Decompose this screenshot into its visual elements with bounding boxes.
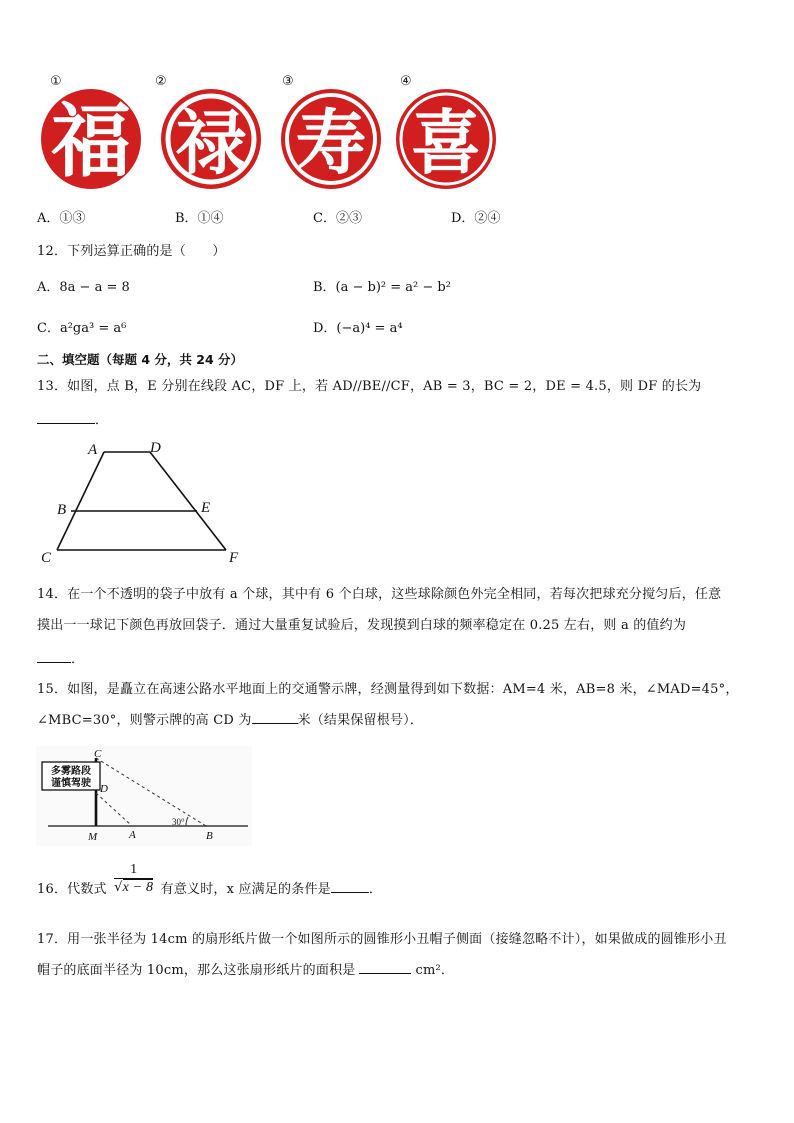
sqrt-icon: √ [114,880,123,895]
trapezoid-figure [36,438,256,568]
q14-line-1: 14．在一个不透明的袋子中放有 a 个球，其中有 6 个白球，这些球除颜色外完全相同，若每次把球充分搅匀后，任意 [37,587,722,602]
fraction: $\frac{1}{√x - 8}$ [114,862,154,895]
answer-blank[interactable] [37,650,71,663]
answer-blank[interactable] [359,961,411,974]
emblem-number-3: ③ [282,74,294,89]
q14-answer-line: ． [37,648,84,667]
q12-option-a: A．8a − a = 8 [37,280,130,295]
q15-line-2: ∠MBC=30°，则警示牌的高 CD 为 米（结果保留根号）． [37,713,424,728]
q11-option-c: C．②③ [313,211,362,226]
sign-figure [36,746,252,846]
lu-emblem-icon [161,89,261,189]
sign-text-2: 谨慎驾驶 [51,778,91,789]
label-e: E [201,500,211,516]
answer-blank[interactable] [331,880,369,893]
emblem-number-1: ① [50,74,62,89]
label-f: F [229,550,239,566]
label-d: D [150,440,161,456]
label-a: A [129,829,136,841]
label-c: C [94,748,102,760]
q15-line-1: 15．如图，是矗立在高速公路水平地面上的交通警示牌，经测量得到如下数据：AM=4 米，AB=8 米，∠MAD=45°， [37,682,739,697]
svg-text:寿: 寿 [296,106,366,183]
emblem-number-4: ④ [400,74,412,89]
q11-option-a: A．①③ [37,211,86,226]
shou-emblem-icon [281,89,381,189]
label-b: B [206,830,213,842]
emblem-row [40,88,500,192]
q13-stem: 13．如图，点 B，E 分别在线段 AC，DF 上，若 AD//BE//CF，AB = 3，BC = 2，DE = 4.5，则 DF 的长为 [37,379,702,394]
answer-blank[interactable] [37,411,95,424]
xi-emblem-icon [396,89,496,189]
angle-label: 30° [172,817,185,827]
q12-option-b: B．(a − b)² = a² − b² [313,280,451,295]
answer-blank[interactable] [252,711,298,724]
fu-emblem-icon [41,89,141,189]
svg-text:福: 福 [51,99,131,187]
sign-text-1: 多雾路段 [51,766,91,777]
q11-option-d: D．②④ [451,211,501,226]
label-d: D [100,783,108,795]
q12-option-d: D．(−a)⁴ = a⁴ [313,321,403,336]
q16-line: 16．代数式 $\frac{1}{√x - 8}$ 有意义时，x 应满足的条件是 ． [37,862,383,897]
q11-option-b: B．①④ [175,211,224,226]
svg-text:禄: 禄 [176,106,246,183]
label-b: B [57,502,67,518]
q13-answer-line: ． [37,409,108,428]
q12-stem: 12．下列运算正确的是（ ） [37,244,226,259]
q12-option-c: C．a²ga³ = a⁶ [37,321,127,336]
label-m: M [88,831,98,843]
q14-line-2: 摸出一一球记下颜色再放回袋子．通过大量重复试验后，发现摸到白球的频率稳定在 0.25 左右，则 a 的值约为 [37,618,687,633]
q17-line-1: 17．用一张半径为 14cm 的扇形纸片做一个如图所示的圆锥形小丑帽子侧面（接缝忽略不计），如果做成的圆锥形小丑 [37,932,727,947]
q17-line-2: 帽子的底面半径为 10cm，那么这张扇形纸片的面积是 cm²． [37,963,455,978]
svg-text:喜: 喜 [411,106,481,183]
label-c: C [41,550,52,566]
label-a: A [88,442,98,458]
emblem-number-2: ② [155,74,167,89]
section-heading: 二、填空题（每题 4 分，共 24 分） [37,352,244,367]
